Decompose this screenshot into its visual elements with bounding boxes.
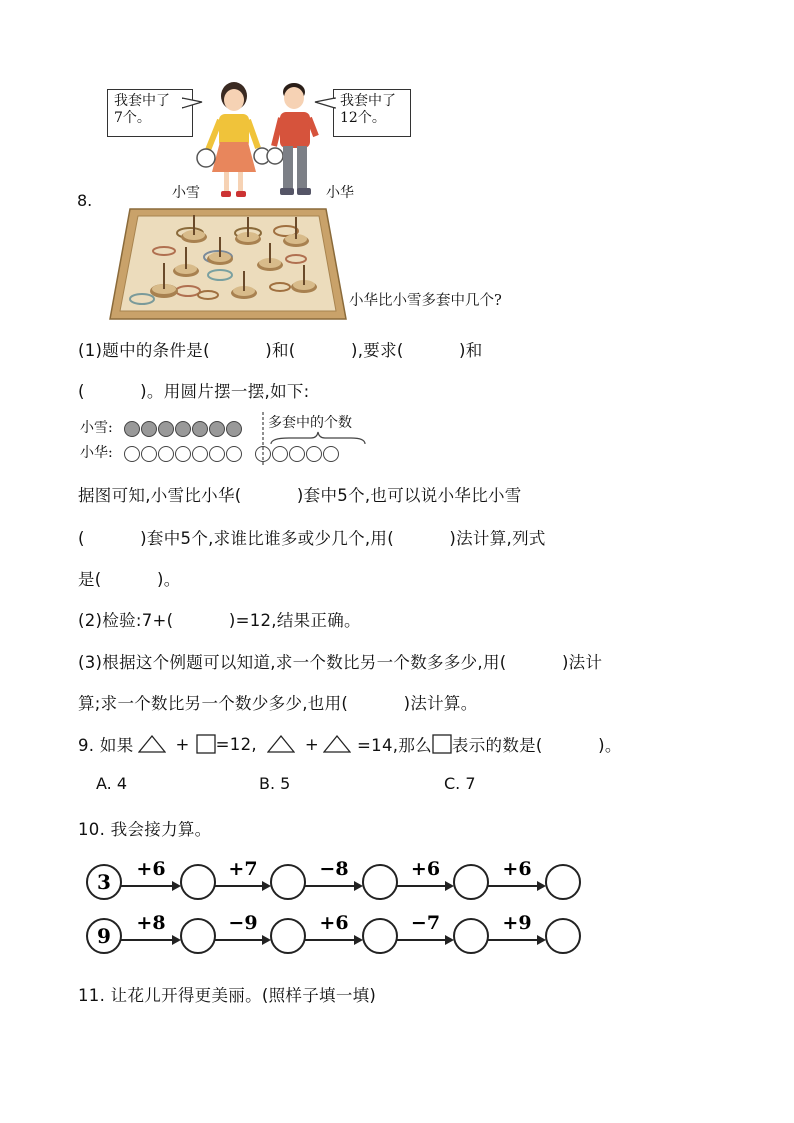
xiaohua-row-label: 小华: [80,445,113,461]
filled-counter [192,421,208,437]
q10-title: 10. 我会接力算。 [78,820,212,839]
q8-part1-line1: (1)题中的条件是( )和( ),要求( )和 [78,341,483,360]
q8-part3-line1: (3)根据这个例题可以知道,求一个数比另一个数多多少,用( )法计 [78,653,603,672]
q8-question: 小华比小雪多套中几个? [349,293,502,309]
filled-counter [141,421,157,437]
empty-counter [192,446,208,462]
empty-counter [175,446,191,462]
filled-counter [209,421,225,437]
q9-plus-2: + [304,734,320,754]
arrow-head [354,881,363,891]
filled-counter [124,421,140,437]
answer-circle [454,919,488,953]
relay-operation: +6 [136,858,166,880]
boy-illustration [266,80,326,202]
relay-operation: −8 [319,858,349,880]
girl-name-label: 小雪 [172,185,200,201]
empty-counter [226,446,242,462]
boy-name-label: 小华 [326,185,354,201]
arrow-head [172,935,181,945]
arrow-head [262,881,271,891]
q8-part1-line5: 是( )。 [78,570,181,589]
arrow-head [445,881,454,891]
empty-counter [158,446,174,462]
q8-part1-line2: ( )。用圆片摆一摆,如下: [78,382,310,401]
more-count-label: 多套中的个数 [268,415,352,431]
q8-part1-line4: ( )套中5个,求谁比谁多或少几个,用( )法计算,列式 [78,529,546,548]
relay-operation: −7 [410,912,441,934]
relay-operation: −9 [228,912,258,934]
filled-counter [175,421,191,437]
q9-option-a[interactable]: A. 4 [96,774,128,793]
answer-circle [271,919,305,953]
girl-illustration [196,80,268,202]
q11-title: 11. 让花儿开得更美丽。(照样子填一填) [78,986,377,1005]
relay-operation: +8 [136,912,166,934]
answer-circle [454,865,488,899]
relay-operation: +9 [502,912,532,934]
q9-option-b[interactable]: B. 5 [259,774,291,793]
relay-operation: +6 [502,858,532,880]
relay-operation: +6 [410,858,441,880]
q8-number: 8. [77,191,93,210]
answer-circle [546,919,580,953]
answer-circle [546,865,580,899]
start-number: 9 [97,924,111,948]
relay-operation: +6 [319,912,349,934]
xiaoxue-counters [124,418,242,437]
answer-circle [363,919,397,953]
q9-prefix: 9. 如果 [78,736,134,755]
empty-counter [141,446,157,462]
triangle-icon [138,734,166,754]
answer-circle [181,865,215,899]
q8-part2: (2)检验:7+( )=12,结果正确。 [78,611,361,630]
relay-chain-1 [78,856,588,910]
q8-part3-line2: 算;求一个数比另一个数少多少,也用( )法计算。 [78,694,478,713]
filled-counter [226,421,242,437]
q9-plus-1: + [175,734,190,754]
relay-operation: +7 [228,858,258,880]
ring-toss-board [108,207,348,323]
q8-part1-line3: 据图可知,小雪比小华( )套中5个,也可以说小华比小雪 [78,486,522,505]
arrow-head [262,935,271,945]
xiaoxue-row-label: 小雪: [80,420,113,436]
arrow-head [445,935,454,945]
q9-suffix: 表示的数是( )。 [451,736,622,755]
answer-circle [363,865,397,899]
q9-option-c[interactable]: C. 7 [444,774,476,793]
arrow-head [537,935,546,945]
boy-speech-bubble: 我套中了 12个。 [333,89,411,137]
square-icon [432,734,452,754]
square-icon [196,734,216,754]
relay-chain-2 [78,910,588,964]
triangle-icon [267,734,295,754]
arrow-head [354,935,363,945]
arrow-head [537,881,546,891]
girl-speech-bubble: 我套中了 7个。 [107,89,193,137]
triangle-icon [323,734,351,754]
empty-counter [209,446,225,462]
q9-eq-2: =14,那么 [357,736,432,755]
empty-counter [124,446,140,462]
q9-line [78,732,622,756]
start-number: 3 [97,870,111,894]
arrow-head [172,881,181,891]
filled-counter [158,421,174,437]
answer-circle [271,865,305,899]
answer-circle [181,919,215,953]
q9-eq-1: =12, [215,734,257,754]
